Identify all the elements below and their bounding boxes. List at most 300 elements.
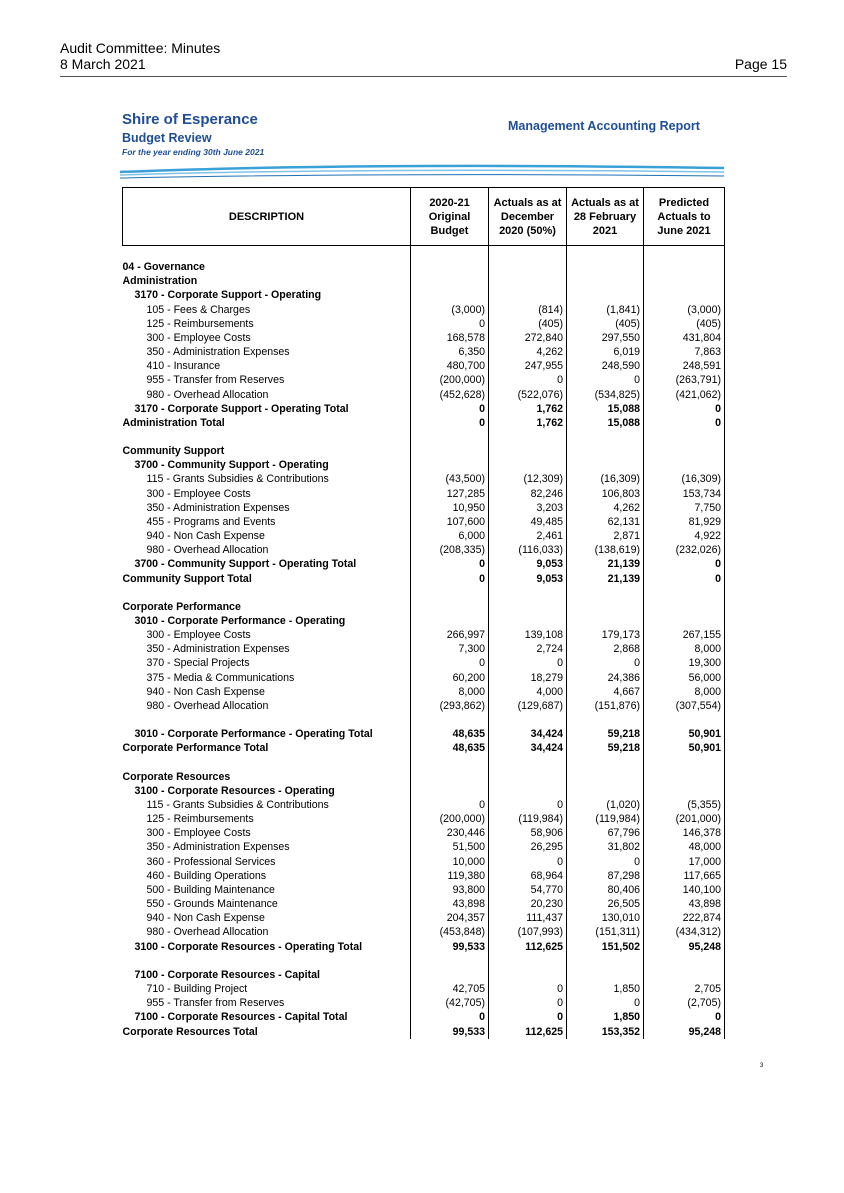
value-cell <box>567 260 644 274</box>
value-cell: 140,100 <box>644 883 725 897</box>
value-cell: 15,088 <box>567 416 644 430</box>
row-label: 300 - Employee Costs <box>123 628 411 642</box>
value-cell: 4,667 <box>567 685 644 699</box>
value-cell: (107,993) <box>489 925 567 939</box>
line-item-row <box>123 812 725 826</box>
value-cell: 431,804 <box>644 331 725 345</box>
line-item-row <box>123 487 725 501</box>
value-cell <box>567 274 644 288</box>
empty-cell <box>123 246 411 261</box>
line-item-row <box>123 472 725 486</box>
value-cell: 67,796 <box>567 826 644 840</box>
value-cell: 34,424 <box>489 727 567 741</box>
value-cell <box>489 288 567 302</box>
value-cell: 15,088 <box>567 402 644 416</box>
row-label: 3100 - Corporate Resources - Operating <box>123 784 411 798</box>
empty-cell <box>644 713 725 727</box>
spacer-row <box>123 713 725 727</box>
value-cell: 0 <box>644 572 725 586</box>
value-cell <box>644 274 725 288</box>
empty-cell <box>489 713 567 727</box>
value-cell: (405) <box>489 317 567 331</box>
value-cell: 48,635 <box>411 727 489 741</box>
value-cell: 266,997 <box>411 628 489 642</box>
value-cell <box>644 288 725 302</box>
row-label: Corporate Performance <box>123 600 411 614</box>
value-cell: 8,000 <box>644 685 725 699</box>
value-cell: 204,357 <box>411 911 489 925</box>
value-cell: 6,019 <box>567 345 644 359</box>
value-cell <box>567 614 644 628</box>
spacer-row <box>123 246 725 261</box>
line-item-row <box>123 685 725 699</box>
value-cell: 0 <box>411 656 489 670</box>
value-cell: (119,984) <box>567 812 644 826</box>
line-item-row <box>123 529 725 543</box>
value-cell: 1,762 <box>489 416 567 430</box>
value-cell: 153,734 <box>644 487 725 501</box>
value-cell: 480,700 <box>411 359 489 373</box>
value-cell: 297,550 <box>567 331 644 345</box>
value-cell: 9,053 <box>489 557 567 571</box>
value-cell: 31,802 <box>567 840 644 854</box>
value-cell: 48,000 <box>644 840 725 854</box>
value-cell: 80,406 <box>567 883 644 897</box>
empty-cell <box>411 954 489 968</box>
row-label: 04 - Governance <box>123 260 411 274</box>
column-header-original-budget: 2020-21 Original Budget <box>411 188 489 246</box>
value-cell <box>411 784 489 798</box>
value-cell: 117,665 <box>644 869 725 883</box>
subtotal-row <box>123 402 725 416</box>
value-cell: 0 <box>411 402 489 416</box>
row-label: Community Support <box>123 444 411 458</box>
total-row <box>123 741 725 755</box>
value-cell <box>644 968 725 982</box>
value-cell: 34,424 <box>489 741 567 755</box>
value-cell <box>489 614 567 628</box>
value-cell: 9,053 <box>489 572 567 586</box>
value-cell: 1,762 <box>489 402 567 416</box>
empty-cell <box>411 430 489 444</box>
value-cell: 99,533 <box>411 940 489 954</box>
value-cell: 8,000 <box>411 685 489 699</box>
value-cell: 0 <box>567 855 644 869</box>
spacer-row <box>123 430 725 444</box>
value-cell: 87,298 <box>567 869 644 883</box>
empty-cell <box>567 246 644 261</box>
value-cell: 0 <box>567 373 644 387</box>
value-cell: 8,000 <box>644 642 725 656</box>
empty-cell <box>123 713 411 727</box>
value-cell: (434,312) <box>644 925 725 939</box>
row-label: 3010 - Corporate Performance - Operating Total <box>123 727 411 741</box>
line-item-row <box>123 388 725 402</box>
line-item-row <box>123 925 725 939</box>
value-cell: 56,000 <box>644 671 725 685</box>
value-cell: 0 <box>411 317 489 331</box>
spacer-row <box>123 586 725 600</box>
value-cell: 272,840 <box>489 331 567 345</box>
row-label: 350 - Administration Expenses <box>123 345 411 359</box>
total-row <box>123 1025 725 1039</box>
row-label: 550 - Grounds Maintenance <box>123 897 411 911</box>
value-cell: 0 <box>489 798 567 812</box>
value-cell <box>567 600 644 614</box>
row-label: 460 - Building Operations <box>123 869 411 883</box>
report-title-block <box>122 111 264 158</box>
line-item-row <box>123 840 725 854</box>
value-cell: 50,901 <box>644 741 725 755</box>
row-label: 300 - Employee Costs <box>123 826 411 840</box>
table-header-row <box>123 188 725 246</box>
page-label: Page 15 <box>734 56 787 72</box>
empty-cell <box>567 586 644 600</box>
value-cell: 59,218 <box>567 741 644 755</box>
value-cell: (522,076) <box>489 388 567 402</box>
value-cell: 62,131 <box>567 515 644 529</box>
row-label: 300 - Employee Costs <box>123 487 411 501</box>
value-cell: 7,863 <box>644 345 725 359</box>
value-cell: 0 <box>567 996 644 1010</box>
empty-cell <box>489 954 567 968</box>
value-cell <box>411 444 489 458</box>
value-cell <box>644 458 725 472</box>
value-cell: (405) <box>567 317 644 331</box>
value-cell: 0 <box>411 798 489 812</box>
value-cell: 2,705 <box>644 982 725 996</box>
empty-cell <box>489 246 567 261</box>
subgroup-heading-row <box>123 288 725 302</box>
value-cell: 2,724 <box>489 642 567 656</box>
row-label: 125 - Reimbursements <box>123 317 411 331</box>
value-cell: (3,000) <box>644 303 725 317</box>
value-cell: 10,000 <box>411 855 489 869</box>
group-heading-row <box>123 444 725 458</box>
value-cell: (200,000) <box>411 812 489 826</box>
value-cell: 267,155 <box>644 628 725 642</box>
value-cell: 20,230 <box>489 897 567 911</box>
group-heading-row <box>123 600 725 614</box>
line-item-row <box>123 345 725 359</box>
line-item-row <box>123 373 725 387</box>
empty-cell <box>411 246 489 261</box>
value-cell: (129,687) <box>489 699 567 713</box>
value-cell: 4,262 <box>489 345 567 359</box>
line-item-row <box>123 798 725 812</box>
row-label: 3100 - Corporate Resources - Operating Total <box>123 940 411 954</box>
value-cell <box>644 614 725 628</box>
empty-cell <box>644 586 725 600</box>
value-cell: 0 <box>489 855 567 869</box>
value-cell: (16,309) <box>567 472 644 486</box>
line-item-row <box>123 897 725 911</box>
value-cell <box>489 458 567 472</box>
shire-name: Shire of Esperance <box>122 111 258 128</box>
row-label: 410 - Insurance <box>123 359 411 373</box>
row-label: 955 - Transfer from Reserves <box>123 996 411 1010</box>
value-cell: 0 <box>411 1010 489 1024</box>
value-cell: (293,862) <box>411 699 489 713</box>
empty-cell <box>489 586 567 600</box>
value-cell: (16,309) <box>644 472 725 486</box>
value-cell: (200,000) <box>411 373 489 387</box>
value-cell: (263,791) <box>644 373 725 387</box>
line-item-row <box>123 996 725 1010</box>
line-item-row <box>123 359 725 373</box>
value-cell: 60,200 <box>411 671 489 685</box>
value-cell: 50,901 <box>644 727 725 741</box>
line-item-row <box>123 515 725 529</box>
total-row <box>123 416 725 430</box>
row-label: Administration Total <box>123 416 411 430</box>
value-cell: 26,505 <box>567 897 644 911</box>
value-cell: (119,984) <box>489 812 567 826</box>
value-cell: 49,485 <box>489 515 567 529</box>
value-cell: (5,355) <box>644 798 725 812</box>
value-cell <box>644 444 725 458</box>
row-label: 710 - Building Project <box>123 982 411 996</box>
column-header-description: DESCRIPTION <box>123 188 411 246</box>
value-cell: (3,000) <box>411 303 489 317</box>
value-cell: 247,955 <box>489 359 567 373</box>
report-name: Management Accounting Report <box>508 119 700 133</box>
subgroup-heading-row <box>123 458 725 472</box>
value-cell: (452,628) <box>411 388 489 402</box>
header-divider <box>60 76 787 77</box>
line-item-row <box>123 656 725 670</box>
value-cell: 222,874 <box>644 911 725 925</box>
value-cell: (42,705) <box>411 996 489 1010</box>
value-cell: 0 <box>489 982 567 996</box>
value-cell: 82,246 <box>489 487 567 501</box>
value-cell <box>489 260 567 274</box>
value-cell: 0 <box>489 1010 567 1024</box>
value-cell: 51,500 <box>411 840 489 854</box>
value-cell: 59,218 <box>567 727 644 741</box>
value-cell: (43,500) <box>411 472 489 486</box>
value-cell <box>411 600 489 614</box>
subtotal-row <box>123 940 725 954</box>
value-cell: 0 <box>489 656 567 670</box>
row-label: 105 - Fees & Charges <box>123 303 411 317</box>
value-cell: 17,000 <box>644 855 725 869</box>
value-cell: 2,868 <box>567 642 644 656</box>
value-cell: 0 <box>644 416 725 430</box>
value-cell: (151,311) <box>567 925 644 939</box>
row-label: Community Support Total <box>123 572 411 586</box>
empty-cell <box>644 756 725 770</box>
value-cell: 7,750 <box>644 501 725 515</box>
value-cell: (814) <box>489 303 567 317</box>
value-cell: 0 <box>567 656 644 670</box>
value-cell: 43,898 <box>411 897 489 911</box>
subgroup-heading-row <box>123 784 725 798</box>
row-label: 3700 - Community Support - Operating <box>123 458 411 472</box>
value-cell <box>489 784 567 798</box>
line-item-row <box>123 628 725 642</box>
value-cell: (232,026) <box>644 543 725 557</box>
row-label: 375 - Media & Communications <box>123 671 411 685</box>
value-cell: (201,000) <box>644 812 725 826</box>
value-cell: 2,461 <box>489 529 567 543</box>
value-cell <box>567 458 644 472</box>
empty-cell <box>567 430 644 444</box>
line-item-row <box>123 331 725 345</box>
value-cell: (208,335) <box>411 543 489 557</box>
value-cell: 6,000 <box>411 529 489 543</box>
footer-page-number: 3 <box>760 1063 764 1069</box>
row-label: 940 - Non Cash Expense <box>123 685 411 699</box>
line-item-row <box>123 883 725 897</box>
value-cell <box>411 614 489 628</box>
row-label: 350 - Administration Expenses <box>123 642 411 656</box>
value-cell: 99,533 <box>411 1025 489 1039</box>
value-cell: 24,386 <box>567 671 644 685</box>
row-label: 3700 - Community Support - Operating Total <box>123 557 411 571</box>
line-item-row <box>123 671 725 685</box>
value-cell: 58,906 <box>489 826 567 840</box>
subgroup-heading-row <box>123 614 725 628</box>
value-cell: 151,502 <box>567 940 644 954</box>
report-subtitle: Budget Review <box>122 131 212 145</box>
row-label: 360 - Professional Services <box>123 855 411 869</box>
row-label: 350 - Administration Expenses <box>123 501 411 515</box>
value-cell: 93,800 <box>411 883 489 897</box>
row-label: 940 - Non Cash Expense <box>123 529 411 543</box>
value-cell: (307,554) <box>644 699 725 713</box>
value-cell: 106,803 <box>567 487 644 501</box>
row-label: Corporate Performance Total <box>123 741 411 755</box>
line-item-row <box>123 303 725 317</box>
value-cell: 111,437 <box>489 911 567 925</box>
empty-cell <box>489 756 567 770</box>
document-title: Audit Committee: Minutes <box>60 40 221 56</box>
value-cell <box>644 784 725 798</box>
line-item-row <box>123 642 725 656</box>
group-heading-row <box>123 770 725 784</box>
empty-cell <box>567 756 644 770</box>
row-label: Corporate Resources <box>123 770 411 784</box>
value-cell: (151,876) <box>567 699 644 713</box>
line-item-row <box>123 911 725 925</box>
line-item-row <box>123 699 725 713</box>
value-cell: 4,000 <box>489 685 567 699</box>
value-cell: 107,600 <box>411 515 489 529</box>
empty-cell <box>567 713 644 727</box>
value-cell <box>567 968 644 982</box>
value-cell: 146,378 <box>644 826 725 840</box>
row-label: 940 - Non Cash Expense <box>123 911 411 925</box>
empty-cell <box>411 586 489 600</box>
value-cell: (1,020) <box>567 798 644 812</box>
swoosh-decoration <box>118 160 728 182</box>
empty-cell <box>644 430 725 444</box>
value-cell: 4,262 <box>567 501 644 515</box>
row-label: 980 - Overhead Allocation <box>123 388 411 402</box>
value-cell <box>567 784 644 798</box>
table-body <box>123 246 725 1039</box>
column-header-predicted-june: Predicted Actuals to June 2021 <box>644 188 725 246</box>
value-cell <box>644 600 725 614</box>
line-item-row <box>123 826 725 840</box>
value-cell: 19,300 <box>644 656 725 670</box>
row-label: 455 - Programs and Events <box>123 515 411 529</box>
value-cell: 0 <box>489 373 567 387</box>
value-cell: 21,139 <box>567 572 644 586</box>
subtotal-row <box>123 557 725 571</box>
empty-cell <box>644 246 725 261</box>
row-label: 115 - Grants Subsidies & Contributions <box>123 472 411 486</box>
group-heading-row <box>123 274 725 288</box>
value-cell <box>489 274 567 288</box>
value-cell: 112,625 <box>489 1025 567 1039</box>
line-item-row <box>123 855 725 869</box>
budget-table <box>122 187 725 1039</box>
value-cell: 95,248 <box>644 1025 725 1039</box>
value-cell: 153,352 <box>567 1025 644 1039</box>
row-label: 300 - Employee Costs <box>123 331 411 345</box>
report-period: For the year ending 30th June 2021 <box>122 147 265 157</box>
value-cell <box>411 458 489 472</box>
page-header <box>60 40 787 72</box>
value-cell: 248,590 <box>567 359 644 373</box>
row-label: 7100 - Corporate Resources - Capital Total <box>123 1010 411 1024</box>
column-header-actuals-february: Actuals as at 28 February 2021 <box>567 188 644 246</box>
value-cell: 21,139 <box>567 557 644 571</box>
value-cell: (421,062) <box>644 388 725 402</box>
value-cell: 7,300 <box>411 642 489 656</box>
line-item-row <box>123 317 725 331</box>
value-cell: 0 <box>411 557 489 571</box>
line-item-row <box>123 543 725 557</box>
value-cell: 179,173 <box>567 628 644 642</box>
value-cell: 130,010 <box>567 911 644 925</box>
subgroup-heading-row <box>123 968 725 982</box>
value-cell: 3,203 <box>489 501 567 515</box>
value-cell: 1,850 <box>567 982 644 996</box>
row-label: 980 - Overhead Allocation <box>123 699 411 713</box>
subtotal-row <box>123 727 725 741</box>
empty-cell <box>644 954 725 968</box>
empty-cell <box>123 954 411 968</box>
value-cell: 1,850 <box>567 1010 644 1024</box>
line-item-row <box>123 869 725 883</box>
empty-cell <box>489 430 567 444</box>
spacer-row <box>123 954 725 968</box>
value-cell: (12,309) <box>489 472 567 486</box>
empty-cell <box>123 586 411 600</box>
line-item-row <box>123 982 725 996</box>
row-label: 980 - Overhead Allocation <box>123 925 411 939</box>
value-cell: 26,295 <box>489 840 567 854</box>
empty-cell <box>123 756 411 770</box>
value-cell: 43,898 <box>644 897 725 911</box>
value-cell <box>489 600 567 614</box>
value-cell: 6,350 <box>411 345 489 359</box>
value-cell: 42,705 <box>411 982 489 996</box>
row-label: 370 - Special Projects <box>123 656 411 670</box>
value-cell <box>567 288 644 302</box>
row-label: Corporate Resources Total <box>123 1025 411 1039</box>
row-label: 955 - Transfer from Reserves <box>123 373 411 387</box>
total-row <box>123 572 725 586</box>
value-cell: 10,950 <box>411 501 489 515</box>
value-cell: 48,635 <box>411 741 489 755</box>
value-cell: 81,929 <box>644 515 725 529</box>
section-heading-row <box>123 260 725 274</box>
value-cell: 0 <box>489 996 567 1010</box>
